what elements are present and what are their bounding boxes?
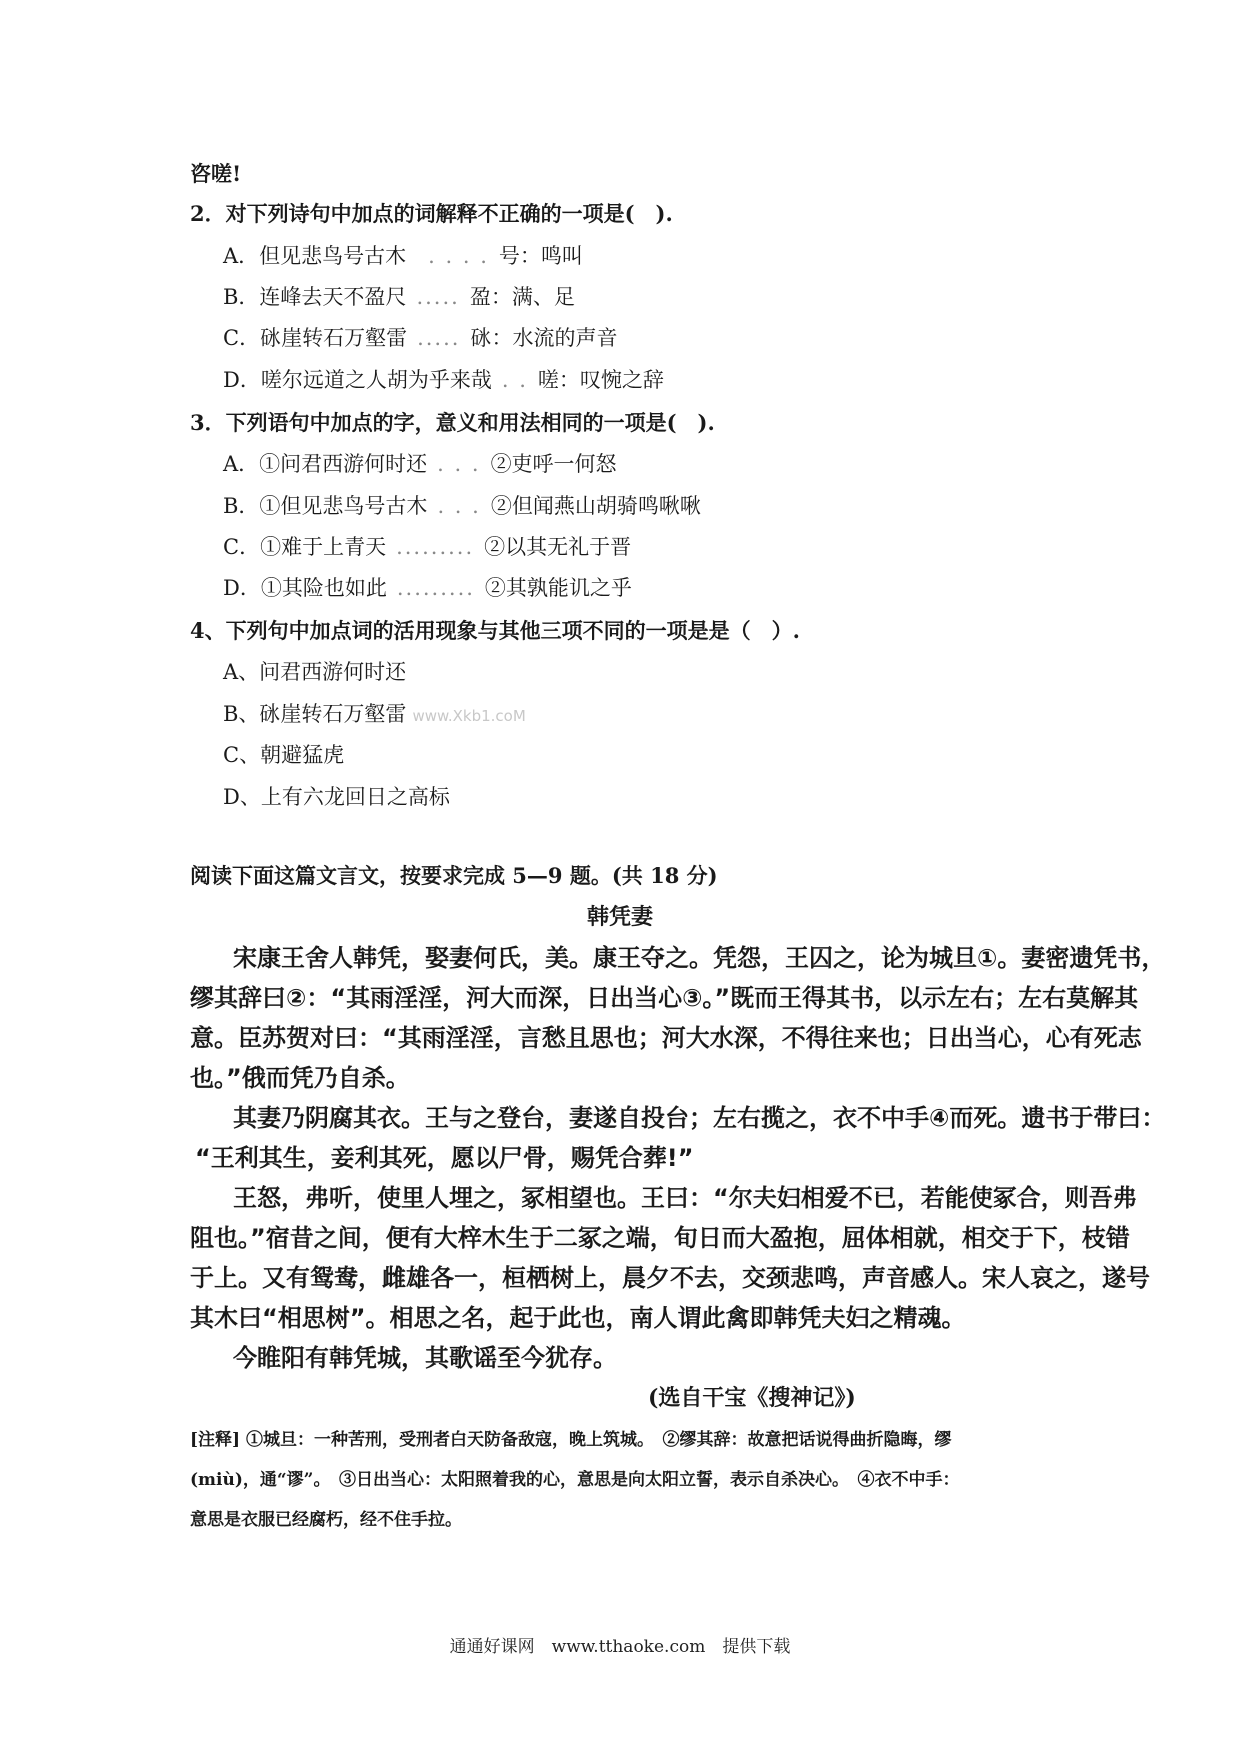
dot-leader: ..... (417, 326, 461, 350)
q3-option-first: C．①难于上青天 (223, 535, 387, 559)
dot-leader: . . . (437, 494, 481, 518)
passage-title: 韩凭妻 (586, 904, 653, 930)
passage-line: 其妻乃阴腐其衣。王与之登台，妻遂自投台；左右揽之，衣不中手④而死。遗书于带曰： (233, 1104, 1166, 1132)
q2-option-text: B．连峰去天不盈尺 (223, 285, 407, 309)
passage-line: 王怒，弗听，使里人埋之，冢相望也。王曰：“尔夫妇相爱不已，若能使冢合，则吾弗 (233, 1184, 1137, 1212)
q4-option-c: C、朝避猛虎 (223, 743, 345, 767)
q2-option-gloss: 嗟：叹惋之辞 (537, 368, 664, 392)
q3-option-second: ②吏呼一何怒 (490, 452, 617, 476)
dot-leader: . . . (437, 452, 481, 476)
notes-line: [注释] ①城旦：一种苦刑，受刑者白天防备敌寇，晚上筑城。 ②缪其辞：故意把话说得曲折隐晦，缪 (190, 1430, 952, 1450)
passage-line: 宋康王舍人韩凭，娶妻何氏，美。康王夺之。凭怨，王囚之，论为城旦①。妻密遗凭书， (233, 944, 1166, 972)
q2-option-text: A．但见悲鸟号古木 (223, 244, 407, 268)
watermark-text: www.Xkb1.coM (412, 707, 526, 725)
passage-line: 于上。又有鸳鸯，雌雄各一，桓栖树上，晨夕不去，交颈悲鸣，声音感人。宋人哀之，遂号 (190, 1264, 1150, 1292)
q3-stem: 3．下列语句中加点的字，意义和用法相同的一项是( ). (190, 410, 715, 435)
top-fragment: 咨嗟! (190, 161, 242, 186)
q4-stem: 4、下列句中加点词的活用现象与其他三项不同的一项是是（ ）. (190, 618, 800, 643)
q2-option-gloss: 盈：满、足 (469, 285, 575, 309)
q2-option-b (223, 283, 575, 311)
dot-leader: ......... (396, 535, 475, 559)
dot-leader: . . . . (428, 244, 489, 268)
q4-option-b (223, 700, 526, 730)
passage-line: “王利其生，妾利其死，愿以尸骨，赐凭合葬!” (195, 1144, 694, 1172)
q3-option-second: ②以其无礼于晋 (484, 535, 632, 559)
q3-option-first: D．①其险也如此 (223, 576, 387, 600)
passage-line: 今睢阳有韩凭城，其歌谣至今犹存。 (233, 1344, 617, 1372)
dot-leader: . . (501, 368, 528, 392)
q2-option-text: C．砯崖转石万壑雷 (223, 326, 408, 350)
q3-option-second: ②其孰能讥之乎 (484, 576, 632, 600)
reading-intro: 阅读下面这篇文言文，按要求完成 5—9 题。(共 18 分) (190, 863, 718, 888)
dot-leader: ......... (396, 576, 475, 600)
q2-option-a (223, 242, 583, 270)
q3-option-b (223, 492, 701, 520)
passage-line: 意。臣苏贺对曰：“其雨淫淫，言愁且思也；河大水深，不得往来也；日出当心，心有死志 (190, 1024, 1142, 1052)
q4-option-d: D、上有六龙回日之高标 (223, 785, 450, 809)
q3-option-second: ②但闻燕山胡骑鸣啾啾 (490, 494, 701, 518)
passage-line: 也。”俄而凭乃自杀。 (190, 1064, 410, 1092)
q2-option-gloss: 砯：水流的声音 (470, 326, 618, 350)
q3-option-c (223, 533, 631, 561)
passage-line: 缪其辞曰②：“其雨淫淫，河大而深，日出当心③。”既而王得其书，以示左右；左右莫解其 (190, 984, 1139, 1012)
q4-option-a: A、问君西游何时还 (223, 660, 407, 684)
q2-option-text: D．嗟尔远道之人胡为乎来哉 (223, 368, 492, 392)
notes-line: 意思是衣服已经腐朽，经不住手拉。 (190, 1510, 462, 1530)
q4-option-text: B、砯崖转石万壑雷 (223, 702, 407, 726)
passage-line: 其木曰“相思树”。相思之名，起于此也，南人谓此禽即韩凭夫妇之精魂。 (190, 1304, 966, 1332)
q3-option-d (223, 574, 632, 602)
q2-stem: 2．对下列诗句中加点的词解释不正确的一项是( ). (190, 201, 673, 226)
q2-option-c (223, 324, 617, 352)
q3-option-first: A．①问君西游何时还 (223, 452, 428, 476)
page-footer: 通通好课网 www.tthaoke.com 提供下载 (449, 1637, 791, 1657)
passage-source: (选自干宝《搜神记》) (648, 1385, 856, 1411)
q3-option-a (223, 450, 617, 478)
q3-option-first: B．①但见悲鸟号古木 (223, 494, 428, 518)
passage-line: 阻也。”宿昔之间，便有大梓木生于二冢之端，旬日而大盈抱，屈体相就，相交于下，枝错 (190, 1224, 1130, 1252)
dot-leader: ..... (416, 285, 460, 309)
q2-option-d (223, 366, 664, 394)
notes-line: (miù)，通“谬”。 ③日出当心：太阳照着我的心，意思是向太阳立誓，表示自杀决心。 ④衣不中手： (190, 1470, 960, 1490)
q2-option-gloss: 号：鸣叫 (498, 244, 583, 268)
